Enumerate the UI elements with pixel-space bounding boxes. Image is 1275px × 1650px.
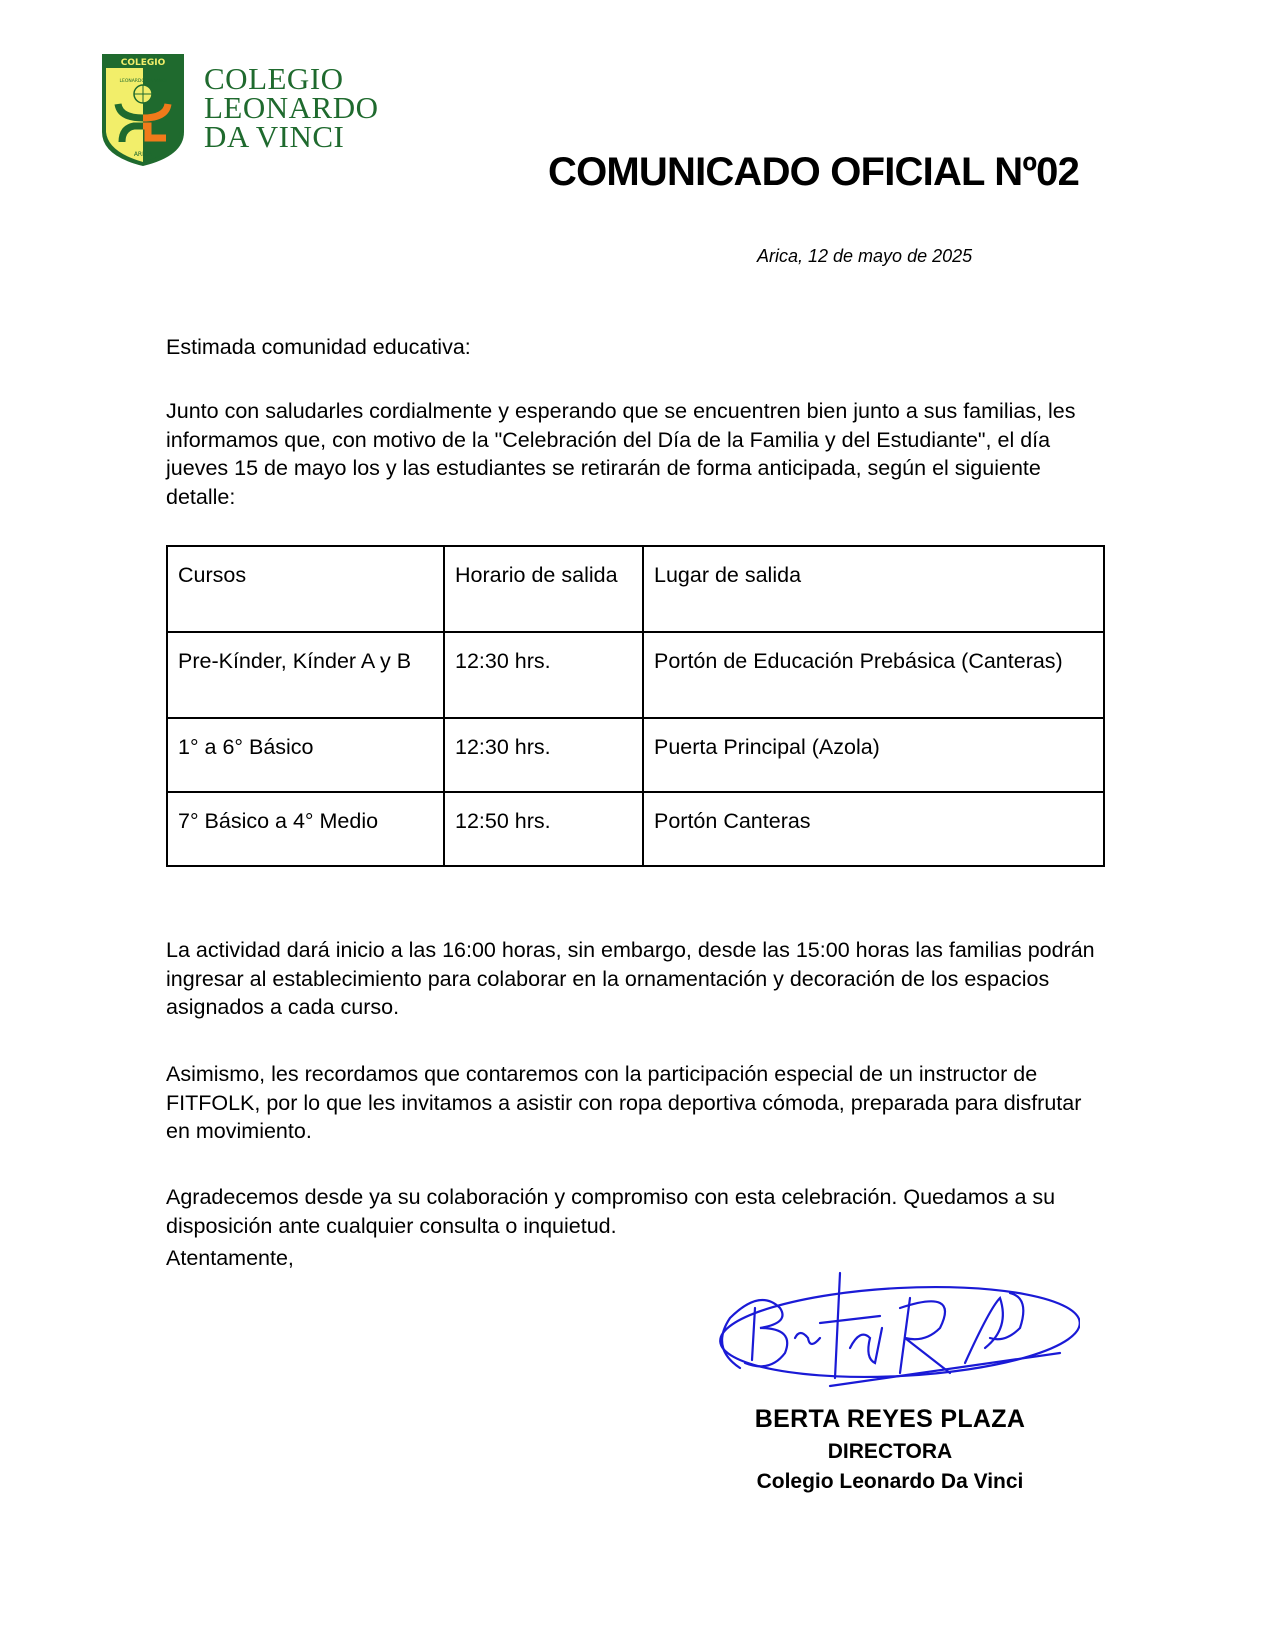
table-cell: 7° Básico a 4° Medio — [167, 792, 444, 866]
logo-badge-top-text: COLEGIO — [120, 58, 166, 68]
signatory-name: BERTA REYES PLAZA — [754, 1405, 1026, 1433]
document-title: COMUNICADO OFICIAL Nº02 — [548, 150, 1080, 194]
table-cell: Portón Canteras — [643, 792, 1104, 866]
document-date: Arica, 12 de mayo de 2025 — [757, 246, 973, 266]
table-row — [167, 718, 1104, 792]
exit-schedule-table — [166, 545, 1105, 867]
greeting: Estimada comunidad educativa: — [166, 335, 471, 359]
intro-paragraph: Junto con saludarles cordialmente y esperando que se encuentren bien junto a sus familias, les informamos que, con motivo de la "Celebración del Día de la Familia y del Estudiante", el día jueves 15 de mayo los y las estudiantes se retirarán de forma anticipada, según el siguiente detalle: — [166, 399, 1076, 509]
school-crest-logo — [100, 52, 186, 168]
wordmark-line: COLEGIO — [204, 61, 344, 96]
thanks-paragraph: Agradecemos desde ya su colaboración y compromiso con esta celebración. Quedamos a su disposición ante cualquier consulta o inquietud. — [166, 1185, 1056, 1238]
table-header-cell: Horario de salida — [444, 546, 643, 632]
table-header-cell: Cursos — [167, 546, 444, 632]
table-cell: 12:50 hrs. — [444, 792, 643, 866]
table-row — [167, 632, 1104, 718]
logo-badge-bottom-text: ARICA — [133, 151, 153, 158]
table-cell: 12:30 hrs. — [444, 718, 643, 792]
wordmark-line: LEONARDO — [204, 90, 379, 125]
table-header-row — [167, 546, 1104, 632]
school-name-wordmark — [204, 61, 379, 154]
signatory-organization: Colegio Leonardo Da Vinci — [756, 1470, 1024, 1493]
wordmark-line: DA VINCI — [204, 119, 345, 154]
table-cell: Puerta Principal (Azola) — [643, 718, 1104, 792]
table-row — [167, 792, 1104, 866]
table-cell: 12:30 hrs. — [444, 632, 643, 718]
activity-paragraph: La actividad dará inicio a las 16:00 horas, sin embargo, desde las 15:00 horas las familias podrán ingresar al establecimiento para colaborar en la ornamentación y decoración de los espacios asignados a cada curso. — [166, 938, 1095, 1019]
table-cell: Portón de Educación Prebásica (Canteras) — [643, 632, 1104, 718]
signatory-role: DIRECTORA — [827, 1440, 953, 1463]
table-header-cell: Lugar de salida — [643, 546, 1104, 632]
closing-line: Atentamente, — [166, 1246, 294, 1270]
instructor-paragraph: Asimismo, les recordamos que contaremos con la participación especial de un instructor de FITFOLK, por lo que les invitamos a asistir con ropa deportiva cómoda, preparada para disfrutar en movimiento. — [166, 1062, 1082, 1143]
logo-badge-arc-text: LEONARDO DA VINCI — [119, 79, 167, 84]
table-cell: 1° a 6° Básico — [167, 718, 444, 792]
table-cell: Pre-Kínder, Kínder A y B — [167, 632, 444, 718]
handwritten-signature — [700, 1268, 1080, 1408]
